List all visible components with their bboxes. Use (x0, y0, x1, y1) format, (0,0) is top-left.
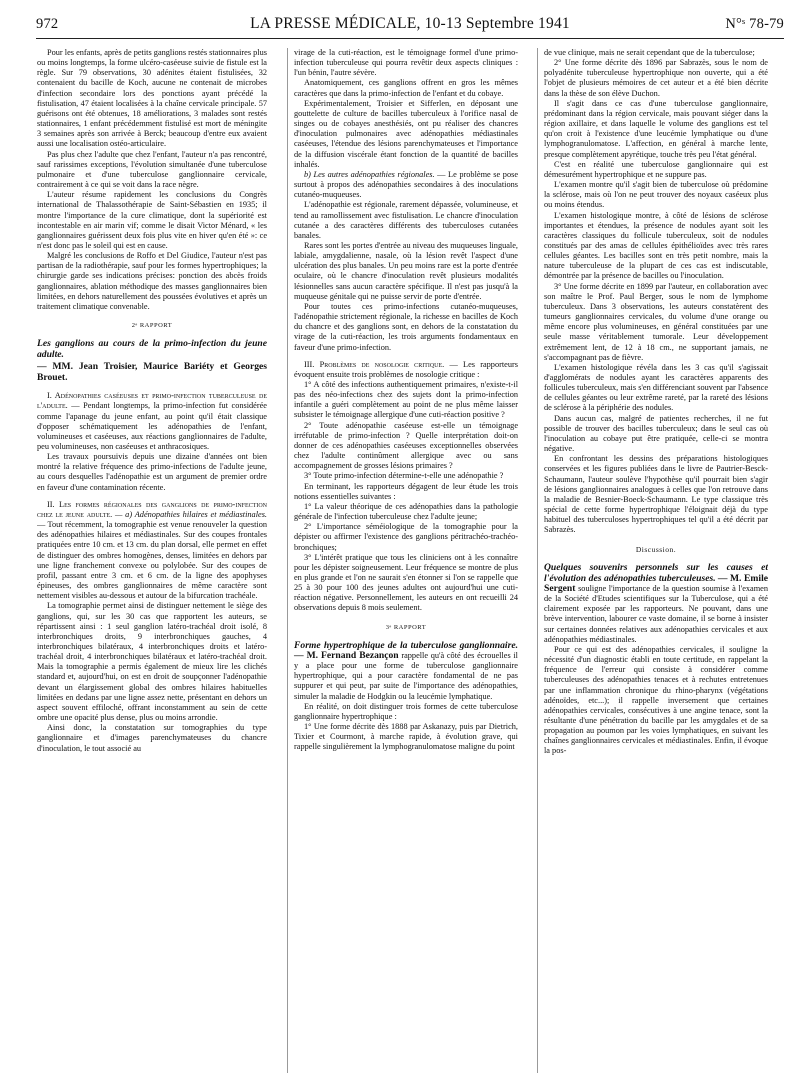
paragraph: 2° Une forme décrite dès 1896 par Sabrazès, sous le nom de polyadénite tuberculeuse hypertrophique non ouverte, qui a été l'objet de plusieurs mémoires de cet auteur et a été bien décrite dans la thèse de son élève Duchon. (544, 58, 768, 98)
section-text: — Tout récemment, la tomographie est venue renouveler la question des adénopathies hilaires et médiastinales. Sur des coupes frontales pratiquées entre 10 cm. et 13 cm. du plan dorsal, elle permet en effet de distinguer des ombres homogènes, denses, limitées en dehors par une ligne franchement convexe ou polylobée. Sur des coupes de profil, passant entre 3 cm. et 6 cm. de la ligne des apophyses épineuses, des ombres ganglionnaires de même caractère sont nettement visibles au-dessous et autour de la bifurcation trachéale. (37, 520, 267, 601)
paragraph: En confrontant les dessins des préparations histologiques conservées et les figures publiées dans le livre de Pautrier-Besck-Schaumann, l'auteur soulève l'hypothèse qu'il pourrait bien s'agir de lésions ganglionnaires analogues à celles que l'on retrouve dans la maladie de Besnier-Boeck-Schaumann. Le type classique très spécial de cette forme hypertrophique l'éloignait déjà du type habituel des tuberculoses hypertrophiques tel qu'il a été décrit par Sabrazès. (544, 454, 768, 535)
section-text: — Les rapporteurs évoquent ensuite trois problèmes de nosologie critique : (294, 359, 518, 379)
report-heading: 2ᵉ RAPPORT (131, 322, 173, 330)
page-number: 972 (36, 16, 59, 32)
section-text: — Le problème se pose surtout à propos des adénopathies secondaires à des inoculations cutanéo-muqueuses. (294, 169, 518, 200)
report-title: Forme hypertrophique de la tuberculose ganglionnaire. (294, 639, 518, 651)
issue-number: N°ˢ 78-79 (725, 16, 784, 32)
paragraph: Rares sont les portes d'entrée au niveau des muqueuses linguale, labiale, amygdalienne, nasale, où la lésion revêt l'aspect d'une ulcération des plus banales. Un peu moins rare est la porte d'entrée oculaire, où le chancre d'inoculation revêt plusieurs modalités lésionnelles sans aucun caractère spécifique. Il n'est pas jusqu'à la muqueuse génitale qui ne puisse servir de porte d'entrée. (294, 240, 518, 301)
discussion-heading: Discussion. (635, 544, 677, 554)
report-authors: — MM. Jean Troisier, Maurice Bariéty et Georges Brouet. (37, 361, 267, 384)
section-paragraph (294, 170, 518, 200)
section-heading: III. Problèmes de nosologie critique. (304, 359, 445, 369)
paragraph: 1° A côté des infections authentiquement primaires, n'existe-t-il pas des néo-infections chez des sujets dont la primo-infection infantile a guéri complètement au point de ne plus même laisser subsister le témoignage allergique d'une cuti-réaction positive ? (294, 380, 518, 420)
section-text: — Pendant longtemps, la primo-infection fut considérée comme l'apanage du jeune enfant, au point qu'il était classique d'opposer schématiquement les adénopathies de l'enfant, volumineuses et caséeuses, aux réactions ganglionnaires de l'adulte, peu volumineuses, non caséeuses et anthracosiques. (37, 401, 267, 451)
paragraph: Les travaux poursuivis depuis une dizaine d'années ont bien montré la relative fréquence des primo-infections de l'adulte jeune, au cours desquelles l'adénopathie est un argument de premier ordre en faveur d'une contamination récente. (37, 452, 267, 492)
paragraph: 1° La valeur théorique de ces adénopathies dans la pathologie générale de l'infection tuberculeuse chez l'adulte jeune; (294, 501, 518, 522)
paragraph: L'examen histologique montre, à côté de lésions de sclérose importantes et étendues, la présence de nodules ayant soit les caractères classiques du follicule tuberculeux, soit de nodules constitués par des amas de cellules épithélioïdes avec très rares cellules géantes. Les bacilles sont en très petit nombre, mais la nature tuberculeuse de la plupart de ces cas est indiscutable, démontrée par la présence de bacilles ou l'inoculation. (544, 210, 768, 281)
paragraph: L'adénopathie est régionale, rarement dépassée, volumineuse, et tend au ramollissement avec fistulisation. Le chancre d'inoculation cutanée a des caractères différents des tuberculoses cutanées banales. (294, 200, 518, 240)
paragraph: La tomographie permet ainsi de distinguer nettement le siège des ganglions, qui, sur les 30 cas que rapportent les auteurs, se répartissent ainsi : 1 seul ganglion latéro-trachéal droit isolé, 8 interbronchiques droits, 9 interbronchiques gauches, 4 interbronchiques bilatéraux, 4 interbronchiques droits et latéro-trachéal droit, 4 interbronchiques bilatéraux et latéro-trachéal droit. Mais la tomographie a permis également de mieux lire les clichés standard et, aujourd'hui, on est en droit de soupçonner l'adénopathie devant un élargissement global des ombres hilaires habituelles limitées en dedans par une ligne assez nette, présentant en dehors un aspect souvent effiloché, offrant inconstamment au sein de cette ombre une opacité plus dense, plus ou moins arrondie. (37, 601, 267, 723)
paragraph: Ainsi donc, la constatation sur tomographies du type ganglionnaire et d'images parenchymateuses du chancre d'inoculation, le tout associé au (37, 723, 267, 753)
paragraph: L'examen histologique révéla dans les 3 cas qu'il s'agissait d'agglomérats de nodules ayant les caractères apparents des follicules tuberculeux, mais s'en différenciant souvent par l'absence de cellules géantes ou leur extrême rareté, par la rareté des lésions de sclérose à la périphérie des nodules. (544, 362, 768, 413)
report-title: Les ganglions au cours de la primo-infection du jeune adulte. (37, 338, 267, 361)
paragraph: Expérimentalement, Troisier et Sifferlen, en déposant une gouttelette de culture de bacilles tuberculeux à l'orifice nasal de singes ou de cobayes anesthésiés, ont pu réaliser des chancres d'inoculation pulmonaires avec adénopathies médiastinales caséeuses, l'étendue des lésions parenchymateuses et l'importance de la diffusion viscérale étant fonction de la quantité de bacilles inhalés. (294, 98, 518, 169)
column-2 (287, 48, 518, 1073)
paragraph: 3° Toute primo-infection détermine-t-elle une adénopathie ? (304, 471, 504, 481)
paragraph: Pour les enfants, après de petits ganglions restés stationnaires plus ou moins longtemps, la forme ulcéro-caséeuse suivie de fistule est la règle. Sur 79 observations, 30 adénites étaient fistulisées, 32 contenaient du bacille de Koch, aucune ne contenait de microbes d'infection secondaire lors des ponctions ayant précédé la fistulisation, 47 étaient localisées à la chaîne cervicale principale. 57 guérisons ont été obtenues, 18 améliorations, 3 malades sont restés stationnaires, 1 enfant précédemment fistulisé est mort de méningite 3 semaines après son arrivée à Berck; beaucoup d'entre eux avaient aussi une localisation ostéo-articulaire. (37, 48, 267, 149)
column-1 (37, 48, 267, 1073)
section-heading: I. Adénopathies caséeuses et primo-infection tuberculeuse de l'adulte. (37, 391, 267, 411)
column-3 (537, 48, 768, 1073)
report-authors: — M. Fernand Bezançon (294, 649, 399, 661)
paragraph: Anatomiquement, ces ganglions offrent en gros les mêmes caractères que dans la primo-infection de l'enfant et du cobaye. (294, 78, 518, 98)
report-heading: 3ᵉ RAPPORT (385, 623, 427, 631)
discussion-title: Quelques souvenirs personnels sur les causes et l'évolution des adénopathies tuberculeuses. (544, 561, 768, 584)
paragraph: 1° Une forme décrite dès 1888 par Askanazy, puis par Dietrich, Tixier et Courmont, à marche rapide, à évolution grave, qui rappelle singulièrement la lymphogranulomatose maligne du point (294, 722, 518, 752)
section-paragraph (37, 391, 267, 452)
paragraph: Il s'agit dans ce cas d'une tuberculose ganglionnaire, prédominant dans la région cervicale, mais pouvant siéger dans la région axillaire, et dans laquelle le volume des ganglions est tel qu'on croit à l'existence d'une leucémie lymphatique ou d'une lymphogranulomatose. L'affection, en général à marche lente, presque complètement apyrétique, touche très peu l'état général. (544, 98, 768, 159)
paragraph: 2° L'importance séméiologique de la tomographie pour la dépister ou affirmer l'existence des ganglions péritrachéo-trachéo-bronchiques; (294, 522, 518, 552)
section-paragraph (294, 360, 518, 380)
paragraph: L'auteur résume rapidement les conclusions du Congrès international de Thalassothérapie de Saint-Sébastien en 1935; il montre l'importance de la cure climatique, dont la supériorité est incontestable en air marin vif; comme le disait Victor Ménard, « les ganglionnaires guérissent deux fois plus vite en hiver qu'en été »: ce n'est donc pas le soleil qui est en cause. (37, 190, 267, 250)
paragraph: de vue clinique, mais ne serait cependant que de la tuberculose; (544, 48, 755, 57)
paragraph: virage de la cuti-réaction, est le témoignage formel d'une primo-infection tuberculeuse qui pourra revêtir deux aspects cliniques : l'un bénin, l'autre sévère. (294, 48, 518, 78)
journal-title: LA PRESSE MÉDICALE, 10-13 Septembre 1941 (250, 15, 570, 32)
paragraph: Pour ce qui est des adénopathies cervicales, il souligne la nécessité d'un diagnostic établi en toute certitude, en rappelant la fréquence de l'erreur qui consiste à considérer comme tuberculeuses des adénopathies tenaces et à rechutes entretenues par une inflammation chronique du rhino-pharynx (végétations adénoïdes, etc...); il rappelle inversement que certaines adénopathies cervicales, consécutives à une angine tenace, sont la résultante d'une pénétration du bacille par les amygdales et de sa propagation au poumon par les voies lymphatiques, en suivant les chaînes ganglionnaires cervicales et médiastinales. Enfin, il évoque la pos- (544, 644, 768, 756)
paragraph: C'est en réalité une tuberculose ganglionnaire qui est démesurément hypertrophique et ne suppure pas. (544, 159, 768, 179)
report-text: rappelle qu'à côté des écrouelles il y a place pour une forme de tuberculose ganglionnaire hypertrophique, qui a pour caractère fondamental de ne pas suppurer et qui peut, par suite de l'importance des adénopathies, simuler la maladie de Hodgkin ou la leucémie lymphatique. (294, 650, 518, 701)
subsection-heading: b) Les autres adénopathies régionales. (304, 169, 435, 179)
paragraph: Dans aucun cas, malgré de patientes recherches, il ne fut possible de trouver des bacilles tuberculeux; dans le seul cas où l'inoculation au cobaye put être pratiquée, celle-ci se montra négative. (544, 413, 768, 454)
paragraph: Pour toutes ces primo-infections cutanéo-muqueuses, l'adénopathie strictement régionale, la richesse en bacilles de Koch du chancre et des ganglions sont, en dehors de la constatation du virage de la cuti-réaction, les trois arguments fondamentaux en faveur d'une primo-infection. (294, 301, 518, 352)
discussion-author: — M. Emile Sergent (544, 572, 768, 594)
paragraph: 3° Une forme décrite en 1899 par l'auteur, en collaboration avec son maître le Prof. Paul Berger, sous le nom de lymphome tuberculeux. Dans 3 observations, les auteurs constatèrent des tumeurs ganglionnaires cervicales, du volume d'une orange ou même encore plus volumineuses, en général constituées par une seule masse véritablement tumorale. Leur développement extrêmement lent, de 12 à 18 cm., ne supportant jamais, ne s'accompagnant pas de fièvre. (544, 281, 768, 362)
section-heading: II. Les formes régionales des ganglions de primo-infection chez le jeune adulte. (37, 499, 267, 519)
paragraph: Pas plus chez l'adulte que chez l'enfant, l'auteur n'a pas rencontré, sauf rarissimes exceptions, l'évolution simultanée d'une tuberculose pulmonaire et d'une tuberculose ganglionnaire cervicale, contrairement à ce qui se voit dans la race nègre. (37, 149, 267, 190)
paragraph: 2° Toute adénopathie caséeuse est-elle un témoignage irréfutable de primo-infection ? Quelle interprétation doit-on donner de ces adénopathies caséeuses exceptionnelles observées chez l'adulte continûment allergique avec ou sans accompagnement de grosses lésions primaires ? (294, 420, 518, 471)
discussion-intro (544, 562, 768, 645)
paragraph: En réalité, on doit distinguer trois formes de cette tuberculose ganglionnaire hypertrophique : (294, 701, 518, 721)
discussion-text: souligne l'importance de la question soumise à l'examen de la Société d'Etudes scientifiques sur la Tuberculose, qui a été clairement exposée par les rapporteurs. Ne pouvant, dans une brève intervention, labourer ce vaste domaine, il se borne à insister sur certaines données relatives aux adénopathies cervicales et aux adénopathies médiastinales. (544, 583, 768, 644)
report-intro (294, 640, 518, 702)
paragraph: 3° L'intérêt pratique que tous les cliniciens ont à les connaître pour les dépister soigneusement. Leur fréquence se montre de plus en plus grande et l'on ne saurait s'en étonner si l'on se rappelle que 25 à 30 pour 100 des jeunes adultes ont aujourd'hui une cuti-réaction négative. Personnellement, les auteurs en ont recueilli 24 observations depuis 8 mois seulement. (294, 552, 518, 613)
paragraph: L'examen montre qu'il s'agit bien de tuberculose où prédomine la sclérose, mais où l'on ne peut trouver des noyaux caséeux plus ou moins étendus. (544, 180, 768, 210)
subsection-heading: — a) Adénopathies hilaires et médiastinales. (115, 509, 267, 519)
paragraph: En terminant, les rapporteurs dégagent de leur étude les trois notions essentielles suivantes : (294, 481, 518, 501)
paragraph: Malgré les conclusions de Roffo et Del Giudice, l'auteur n'est pas partisan de la radiothérapie, sauf pour les formes hypertrophiques; la chirurgie garde ses indications précises: ponction des abcès froids ganglionnaires, ablation méthodique des masses ganglionnaires bien limitées, en dehors naturellement des poussées évolutives et après un traitement climatique convenable. (37, 251, 267, 311)
page-header (36, 14, 784, 39)
section-paragraph (37, 500, 267, 602)
